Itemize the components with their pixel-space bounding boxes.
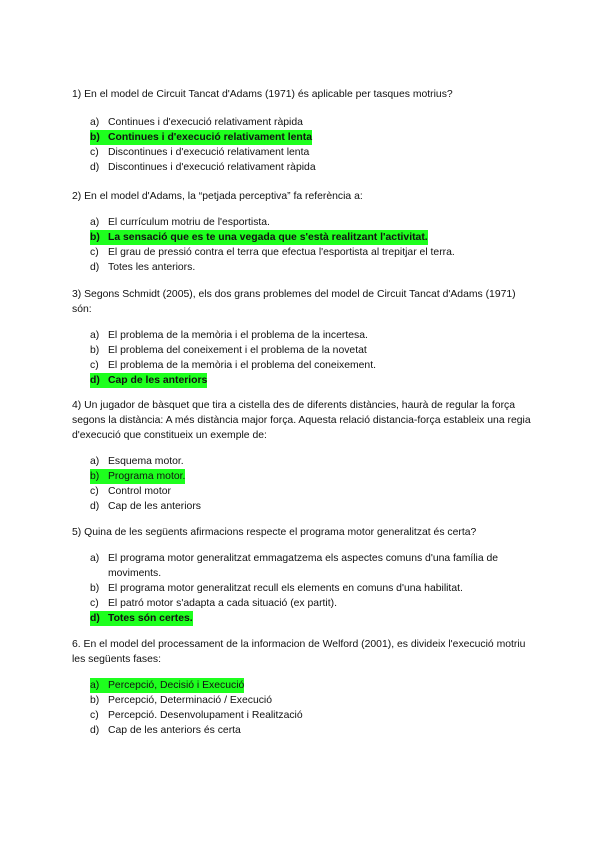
question-6-options xyxy=(90,678,530,738)
question-4: 4) Un jugador de bàsquet que tira a cistella des de diferents distàncies, haurà de regular la força segons la distància: A més distància major força. Aquesta relació distancia-força estableix una regia d'execució que constitueix un exemple de: xyxy=(72,400,531,441)
q2-option-b-correct: b) La sensació que es te una vegada que s'està realitzant l'activitat. xyxy=(90,232,428,243)
q2-option-a: a) El currículum motriu de l'esportista. xyxy=(90,217,270,228)
question-2-options xyxy=(90,215,530,275)
question-5: 5) Quina de les següents afirmacions respecte el programa motor generalitzat és certa? xyxy=(72,527,477,538)
q3-option-a: a) El problema de la memòria i el problema de la incertesa. xyxy=(90,330,368,341)
q4-option-b-correct: b) Programa motor. xyxy=(90,471,186,482)
q3-option-c: c) El problema de la memòria i el problema del coneixement. xyxy=(90,360,376,371)
q5-option-a: a) El programa motor generalitzat emmagatzema els aspectes comuns d'una família de moviments. xyxy=(90,553,499,579)
q1-option-a: a) Continues i d'execució relativament ràpida xyxy=(90,117,303,128)
q5-option-b: b) El programa motor generalitzat recull els elements en comuns d'una habilitat. xyxy=(90,583,463,594)
question-2: 2) En el model d'Adams, la “petjada perceptiva” fa referència a: xyxy=(72,191,363,202)
q3-option-b: b) El problema del coneixement i el problema de la novetat xyxy=(90,345,367,356)
q3-option-d-correct: d) Cap de les anteriors xyxy=(90,375,208,386)
question-4-options xyxy=(90,454,530,514)
q4-option-a: a) Esquema motor. xyxy=(90,456,184,467)
question-1: 1) En el model de Circuit Tancat d'Adams (1971) és aplicable per tasques motrius? xyxy=(72,89,453,100)
q4-option-c: c) Control motor xyxy=(90,486,171,497)
q2-option-c: c) El grau de pressió contra el terra que efectua l'esportista al trepitjar el terra. xyxy=(90,247,455,258)
q1-option-d: d) Discontinues i d'execució relativament ràpida xyxy=(90,162,316,173)
q1-option-c: c) Discontinues i d'execució relativament lenta xyxy=(90,147,310,158)
question-6: 6. En el model del processament de la informacion de Welford (2001), es divideix l'execució motriu les següents fases: xyxy=(72,639,526,665)
q5-option-d-correct: d) Totes són certes. xyxy=(90,613,193,624)
q6-option-d: d) Cap de les anteriors és certa xyxy=(90,725,241,736)
q6-option-a-correct: a) Percepció, Decisió i Execució xyxy=(90,680,245,691)
question-3-options xyxy=(90,328,530,388)
q2-option-d: d) Totes les anteriors. xyxy=(90,262,196,273)
q1-option-b-correct: b) Continues i d'execució relativament lenta xyxy=(90,132,312,143)
question-5-options xyxy=(90,551,530,626)
q5-option-c: c) El patró motor s'adapta a cada situació (ex partit). xyxy=(90,598,337,609)
q4-option-d: d) Cap de les anteriors xyxy=(90,501,201,512)
question-3: 3) Segons Schmidt (2005), els dos grans problemes del model de Circuit Tancat d'Adams (1971) són: xyxy=(72,289,516,315)
q6-option-b: b) Percepció, Determinació / Execució xyxy=(90,695,273,706)
q6-option-c: c) Percepció. Desenvolupament i Realització xyxy=(90,710,303,721)
question-1-options xyxy=(90,115,530,175)
